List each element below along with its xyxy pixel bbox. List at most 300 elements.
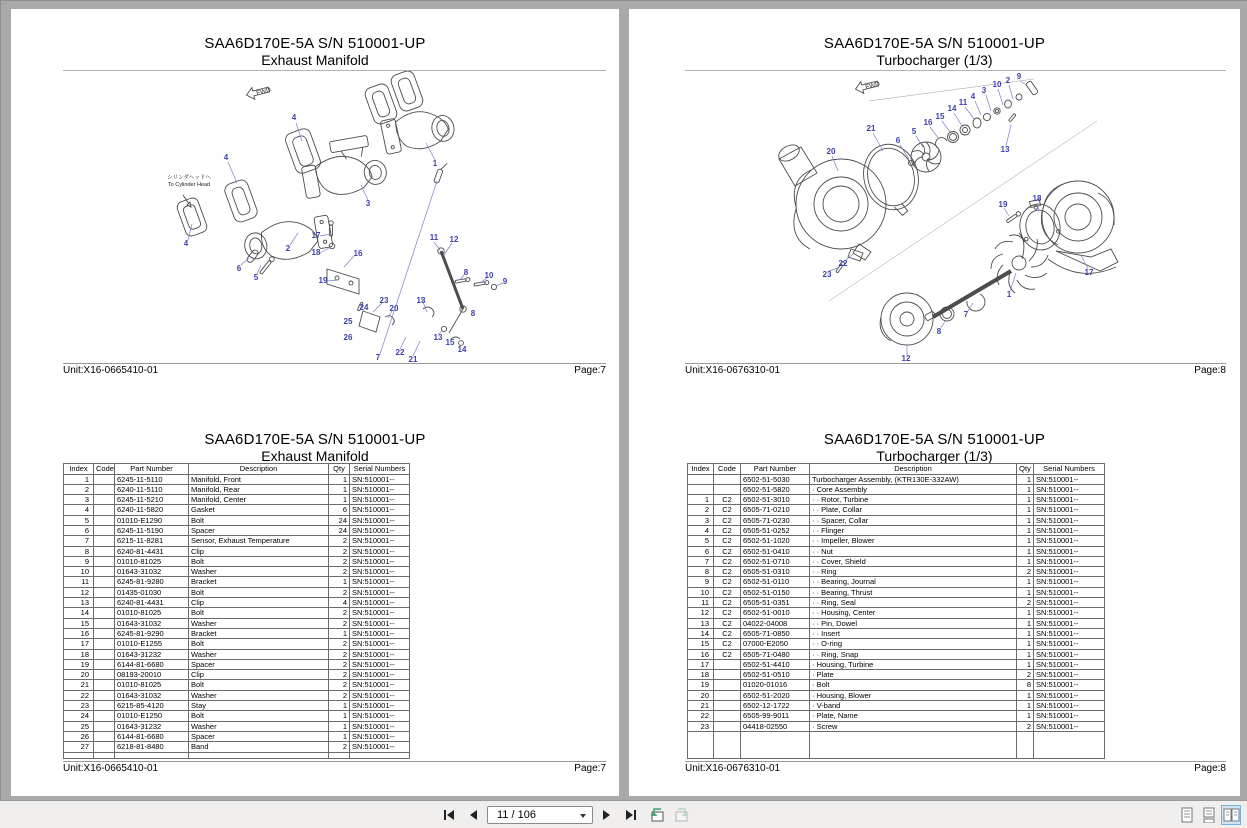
table-cell: 5 [688,536,714,546]
table-cell: Bolt [189,608,329,618]
table-row [64,567,410,577]
diagram-callout: 22 [838,259,848,268]
table-cell: 9 [64,556,94,566]
diagram-callout: 13 [433,333,443,342]
table-cell: 1 [329,577,350,587]
table-cell: 6502-51-4410 [741,659,810,669]
table-cell: Bracket [189,628,329,638]
diagram-callout: 26 [343,333,353,342]
table-cell: Washer [189,567,329,577]
table-cell: Bolt [189,680,329,690]
table-cell: C2 [714,598,741,608]
table-cell: Manifold, Front [189,474,329,484]
table-cell: 6505-71-0850 [741,628,810,638]
next-page-button[interactable] [596,804,618,826]
table-cell: SN:510001-- [1034,556,1105,566]
table-cell: 4 [329,598,350,608]
table-filler-row [688,731,1105,758]
table-row [64,618,410,628]
table-cell: 19 [64,659,94,669]
table-cell: · Housing, Turbine [810,659,1017,669]
table-cell: · · Pin, Dowel [810,618,1017,628]
table-cell [714,659,741,669]
table-row [688,711,1105,721]
table-cell: 19 [688,680,714,690]
page-title: SAA6D170E-5A S/N 510001-UP [204,431,426,448]
table-cell: 7 [688,556,714,566]
first-page-icon [441,809,455,821]
table-cell: Manifold, Rear [189,484,329,494]
table-cell: SN:510001-- [350,670,410,680]
table-cell: · Plate [810,670,1017,680]
column-header: Part Number [115,464,189,475]
table-cell: C2 [714,505,741,515]
table-cell: C2 [714,628,741,638]
table-cell [94,690,115,700]
footer-divider [63,761,606,762]
diagram-callout: 19 [998,200,1008,209]
table-cell [94,556,115,566]
diagram-callout: 12 [449,235,459,244]
diagram-callout: 8 [470,309,476,318]
table-cell: 5 [64,515,94,525]
diagram-callout: 15 [445,338,455,347]
table-cell: 6502-51-0150 [741,587,810,597]
table-cell: 07000-E2050 [741,639,810,649]
table-cell: · · O-ring [810,639,1017,649]
diagram-callout: 4 [291,113,297,122]
table-cell: SN:510001-- [1034,505,1105,515]
table-cell [688,484,714,494]
table-cell: 01010-E1255 [115,639,189,649]
table-cell: 2 [329,680,350,690]
exploded-view-drawing [629,71,1240,363]
diagram-callout: 12 [901,354,911,363]
table-cell: 1 [64,474,94,484]
table-cell: 1 [1017,639,1034,649]
diagram-callout: 19 [318,276,328,285]
table-row [688,618,1105,628]
table-cell: 1 [1017,659,1034,669]
table-cell: 24 [64,711,94,721]
next-view-icon [673,807,691,823]
table-cell: C2 [714,577,741,587]
table-cell: Bolt [189,515,329,525]
table-filler-cell [329,752,350,758]
table-cell: 2 [329,567,350,577]
table-cell: 12 [64,587,94,597]
table-cell: 9 [688,577,714,587]
table-cell: SN:510001-- [350,536,410,546]
table-cell [714,690,741,700]
table-cell: Band [189,742,329,752]
table-cell: SN:510001-- [350,525,410,535]
table-cell: 8 [64,546,94,556]
sheet-right [629,9,1240,796]
last-page-button[interactable] [621,804,643,826]
table-cell: 1 [1017,608,1034,618]
table-row [688,701,1105,711]
table-cell: 2 [1017,598,1034,608]
diagram-callout: 6 [895,136,901,145]
table-cell: SN:510001-- [1034,711,1105,721]
table-cell: Turbocharger Assembly, (KTR130E-332AW) [810,474,1017,484]
table-row [688,639,1105,649]
table-cell: 3 [688,515,714,525]
table-cell: · · Bearing, Journal [810,577,1017,587]
table-cell [94,515,115,525]
table-cell: 2 [1017,567,1034,577]
page-subtitle: Exhaust Manifold [261,448,369,464]
table-cell: · Plate, Name [810,711,1017,721]
table-cell [688,474,714,484]
table-cell: 1 [329,628,350,638]
table-cell: 2 [329,670,350,680]
table-cell: 6 [329,505,350,515]
table-cell: 6502-51-0410 [741,546,810,556]
table-cell: SN:510001-- [350,515,410,525]
table-cell [94,536,115,546]
table-row [64,525,410,535]
diagram-callout: 11 [958,98,968,107]
table-row [64,670,410,680]
table-cell: · · Housing, Center [810,608,1017,618]
table-cell: Bracket [189,577,329,587]
table-cell: 4 [64,505,94,515]
diagram-callout: 14 [947,104,957,113]
table-cell: 01643-31232 [115,649,189,659]
table-cell: SN:510001-- [1034,618,1105,628]
table-cell: · · Ring [810,567,1017,577]
table-cell: 01643-31032 [115,618,189,628]
table-row [64,701,410,711]
page-subtitle: Turbocharger (1/3) [876,448,993,464]
table-cell: 01010-E1290 [115,515,189,525]
table-row [688,577,1105,587]
table-cell: Bolt [189,711,329,721]
page-title: SAA6D170E-5A S/N 510001-UP [204,35,426,52]
table-cell: SN:510001-- [1034,495,1105,505]
footer-divider [685,363,1226,364]
table-cell: 6502-51-2020 [741,690,810,700]
column-header: Code [714,464,741,475]
table-cell: 1 [1017,628,1034,638]
table-cell: 3 [64,495,94,505]
table-cell: · Core Assembly [810,484,1017,494]
diagram-callout: 18 [1032,194,1042,203]
table-cell [714,701,741,711]
diagram-callout: 17 [311,231,321,240]
single-page-layout-button[interactable] [1177,805,1197,825]
table-row [64,649,410,659]
unit-number: Unit:X16-0665410-01 [63,763,159,774]
table-cell: 8 [688,567,714,577]
table-cell: C2 [714,587,741,597]
table-cell: 2 [329,587,350,597]
last-page-icon [625,809,639,821]
bottom-toolbar [0,800,1247,828]
table-cell: 27 [64,742,94,752]
table-cell: 6218-81-8480 [115,742,189,752]
table-cell: SN:510001-- [1034,484,1105,494]
table-row [64,546,410,556]
first-page-button[interactable] [437,804,459,826]
table-cell: 21 [688,701,714,711]
diagram-callout: 5 [911,127,917,136]
table-cell: SN:510001-- [350,546,410,556]
column-header: Description [189,464,329,475]
table-cell: Clip [189,546,329,556]
table-cell: 24 [329,515,350,525]
table-cell: 26 [64,731,94,741]
table-cell: 01010-81025 [115,680,189,690]
dropdown-caret-icon [580,814,586,818]
table-cell: 6505-99-9011 [741,711,810,721]
parts-table-container [687,463,1104,759]
table-cell: 1 [329,484,350,494]
table-cell: 1 [1017,556,1034,566]
table-cell: 2 [329,742,350,752]
previous-view-icon [648,807,666,823]
diagram-callout: 18 [311,248,321,257]
table-cell: SN:510001-- [350,495,410,505]
table-cell: 6502-12-1722 [741,701,810,711]
table-cell: Gasket [189,505,329,515]
table-cell: SN:510001-- [1034,701,1105,711]
table-cell: 2 [329,536,350,546]
table-cell [94,649,115,659]
fwd-arrow-label: FWD [255,86,272,98]
table-cell: 01643-31232 [115,721,189,731]
table-cell: 17 [64,639,94,649]
page-footer [685,365,1226,376]
page-footer [63,763,606,774]
table-cell: 01643-31032 [115,567,189,577]
footer-divider [63,363,606,364]
table-cell: 1 [329,711,350,721]
unit-number: Unit:X16-0676310-01 [685,763,781,774]
previous-page-button[interactable] [462,804,484,826]
table-cell: C2 [714,618,741,628]
table-row [64,608,410,618]
table-cell: Sensor, Exhaust Temperature [189,536,329,546]
continuous-layout-button[interactable] [1199,805,1219,825]
table-row [64,556,410,566]
table-cell: Washer [189,690,329,700]
table-cell: SN:510001-- [1034,474,1105,484]
exhaust-manifold-diagram [11,71,619,363]
table-cell: 1 [329,701,350,711]
table-cell: 2 [64,484,94,494]
table-cell: 1 [1017,505,1034,515]
table-cell [94,618,115,628]
two-page-layout-button[interactable] [1221,805,1241,825]
table-cell: Stay [189,701,329,711]
table-cell: 1 [1017,484,1034,494]
table-cell: 6505-71-0230 [741,515,810,525]
table-cell: 17 [688,659,714,669]
page-number: Page:8 [1194,763,1226,774]
table-row [64,731,410,741]
table-cell: 1 [1017,618,1034,628]
cylinder-head-annotation [149,175,229,189]
table-cell: 24 [329,525,350,535]
table-cell: SN:510001-- [1034,608,1105,618]
table-cell: SN:510001-- [350,742,410,752]
page-number-combo[interactable] [487,806,593,824]
diagram-callout: 3 [981,86,987,95]
table-cell: 6505-51-0310 [741,567,810,577]
previous-view-button[interactable] [646,804,668,826]
diagram-callout: 20 [389,304,399,313]
continuous-page-icon [1202,807,1216,823]
table-cell: 2 [1017,670,1034,680]
table-row [688,680,1105,690]
table-filler-cell [94,752,115,758]
table-row [688,670,1105,680]
table-cell: 1 [1017,474,1034,484]
table-cell [94,680,115,690]
table-row [64,474,410,484]
table-cell: · · Spacer, Collar [810,515,1017,525]
table-row [688,587,1105,597]
table-cell: 6245-11-5210 [115,495,189,505]
table-cell: · · Cover, Shield [810,556,1017,566]
page-footer [63,365,606,376]
table-filler-cell [115,752,189,758]
catalog-page-8-diagram [629,9,1240,389]
table-cell: 1 [329,721,350,731]
table-cell: 2 [329,618,350,628]
table-cell: 2 [329,690,350,700]
table-cell: · · Impeller, Blower [810,536,1017,546]
table-cell: Bolt [189,556,329,566]
table-cell [94,731,115,741]
table-cell: 6505-51-0252 [741,525,810,535]
table-cell: 1 [688,495,714,505]
table-cell: SN:510001-- [350,711,410,721]
diagram-callout: 24 [359,303,369,312]
table-filler-cell [714,731,741,758]
parts-table-container [63,463,409,759]
diagram-callout: 4 [183,239,189,248]
table-cell: 1 [1017,587,1034,597]
table-cell: 2 [329,649,350,659]
table-cell [714,711,741,721]
column-header: Index [64,464,94,475]
table-cell: Clip [189,598,329,608]
table-cell: 18 [64,649,94,659]
table-cell: SN:510001-- [350,649,410,659]
table-cell [94,546,115,556]
diagram-callout: 7 [375,353,381,362]
table-cell [714,474,741,484]
page-number-display: 11 / 106 [497,809,536,821]
table-cell: 6245-81-9280 [115,577,189,587]
table-cell: SN:510001-- [350,628,410,638]
table-cell: · · Bearing, Thrust [810,587,1017,597]
table-cell: SN:510001-- [350,701,410,711]
table-cell: 08193-20010 [115,670,189,680]
table-cell: 1 [329,731,350,741]
table-cell: SN:510001-- [350,505,410,515]
table-cell [94,628,115,638]
table-cell: 01010-81025 [115,608,189,618]
table-cell: SN:510001-- [1034,721,1105,731]
table-cell: · · Plate, Collar [810,505,1017,515]
table-row [64,515,410,525]
table-row [64,577,410,587]
table-cell: 6240-11-5110 [115,484,189,494]
table-filler-cell [1034,731,1105,758]
table-filler-cell [350,752,410,758]
table-cell: SN:510001-- [1034,680,1105,690]
table-cell: 20 [688,690,714,700]
table-row [64,495,410,505]
table-cell [94,587,115,597]
table-cell: · · Ring, Seal [810,598,1017,608]
diagram-callout: 10 [484,271,494,280]
table-row [688,484,1105,494]
table-filler-cell [688,731,714,758]
table-cell: · · Insert [810,628,1017,638]
table-row [688,474,1105,484]
table-row [64,690,410,700]
table-row [688,546,1105,556]
table-cell: · · Flinger [810,525,1017,535]
diagram-callout: 8 [936,327,942,336]
catalog-page-7-table [11,389,619,796]
table-cell: 6245-11-5110 [115,474,189,484]
table-cell: 4 [688,525,714,535]
diagram-callout: 1 [1006,290,1012,299]
table-cell: SN:510001-- [1034,670,1105,680]
table-cell: 6502-51-0110 [741,577,810,587]
parts-table [687,463,1105,759]
catalog-page-7-diagram [11,9,619,389]
sheet-left [11,9,619,796]
parts-table [63,463,410,759]
table-cell: · V-band [810,701,1017,711]
table-cell [714,721,741,731]
table-filler-cell [1017,731,1034,758]
table-cell: SN:510001-- [350,567,410,577]
annotation-english: To Cylinder Head [167,181,211,188]
table-cell: 1 [329,495,350,505]
table-cell [94,598,115,608]
annotation-japanese: シリンダヘッドへ [167,175,211,181]
table-cell: C2 [714,556,741,566]
table-cell: 6245-11-5190 [115,525,189,535]
table-cell: 22 [688,711,714,721]
table-row [64,639,410,649]
column-header: Index [688,464,714,475]
column-header: Description [810,464,1017,475]
table-cell: 10 [688,587,714,597]
table-cell: Washer [189,649,329,659]
table-cell: 14 [64,608,94,618]
table-cell: SN:510001-- [1034,546,1105,556]
next-view-button[interactable] [671,804,693,826]
table-cell: SN:510001-- [1034,567,1105,577]
table-cell: SN:510001-- [1034,649,1105,659]
diagram-callout: 20 [826,147,836,156]
diagram-callout: 8 [463,268,469,277]
table-cell: 16 [64,628,94,638]
table-cell [94,505,115,515]
diagram-callout: 5 [253,273,259,282]
table-cell: 23 [688,721,714,731]
